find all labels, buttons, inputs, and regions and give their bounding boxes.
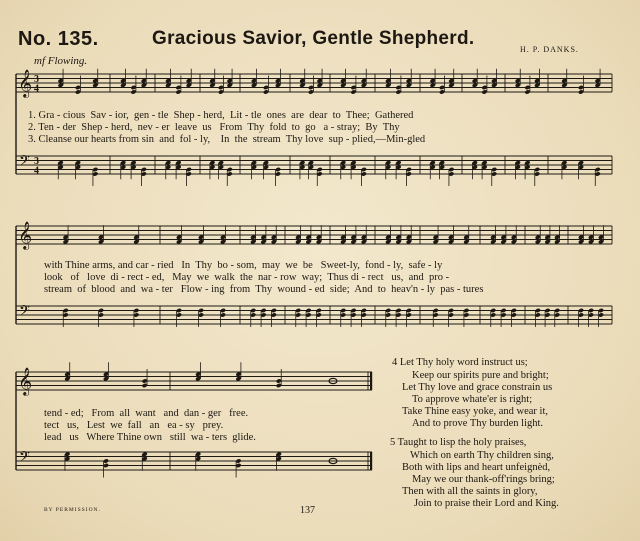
final-bar <box>370 452 372 470</box>
stanza-4-line: And to prove Thy burden light. <box>412 418 544 429</box>
stanza-4-line: To approve whate'er is right; <box>412 394 533 405</box>
stanza-5-line: Both with lips and heart unfeignèd, <box>402 462 551 473</box>
bass-clef: 𝄢 <box>19 303 30 323</box>
stanza-5-line: Which on earth Thy children sing, <box>410 450 554 461</box>
treble-clef: 𝄞 <box>18 221 33 249</box>
lyric-line-s3-v1: tend - ed; From all want and dan - ger free. <box>44 408 249 419</box>
permission-note: BY PERMISSION. <box>44 507 101 513</box>
stanza-5-line: Join to praise their Lord and King. <box>414 498 559 509</box>
hymn-title: Gracious Savior, Gentle Shepherd. <box>152 28 475 49</box>
lyric-line-s2-v2: look of love di - rect - ed, May we walk the nar - row way; Thus di - rect us, and pro - <box>44 272 450 283</box>
page-number: 137 <box>300 505 315 516</box>
stanza-4-line: Take Thine easy yoke, and wear it, <box>402 406 549 417</box>
bass-clef: 𝄢 <box>19 449 30 469</box>
stanza-4-line: Keep our spirits pure and bright; <box>412 370 549 381</box>
time-signature: 4 <box>34 83 39 95</box>
time-signature: 4 <box>34 165 39 177</box>
stanza-5-line: May we our thank-off'rings bring; <box>412 474 555 485</box>
hymn-number: No. 135. <box>18 28 99 50</box>
lyric-line-s2-v3: stream of blood and wa - ter Flow - ing from Thy wound - ed side; And to heav'n - ly pas - tures <box>44 284 484 295</box>
lyric-line-s2-v1: with Thine arms, and car - ried In Thy bo - som, may we be Sweet-ly, fond - ly, safe - ly <box>44 260 443 271</box>
stanza-5-line: 5 Taught to lisp the holy praises, <box>390 437 527 448</box>
stanza-4-line: 4 Let Thy holy word instruct us; <box>392 357 528 368</box>
stanza-5-line: Then with all the saints in glory, <box>402 486 538 497</box>
lyric-line-s3-v3: lead us Where Thine own still wa - ters glide. <box>44 432 256 443</box>
lyric-line-s3-v2: tect us, Lest we fall an ea - sy prey. <box>44 420 224 431</box>
treble-clef: 𝄞 <box>18 69 33 97</box>
time-signature: 3 <box>34 156 39 167</box>
lyric-line-s1-v3: 3. Cleanse our hearts from sin and fol - ly, In the stream Thy love sup - plied,—Min-gled <box>28 134 426 145</box>
treble-clef: 𝄞 <box>18 367 33 395</box>
lyric-line-s1-v1: 1. Gra - cious Sav - ior, gen - tle Shep - herd, Lit - tle ones are dear to Thee; Gathered <box>28 110 414 121</box>
stanza-4-line: Let Thy love and grace constrain us <box>402 382 553 393</box>
time-signature: 3 <box>34 74 39 85</box>
composer-credit: H. P. DANKS. <box>520 45 579 54</box>
tempo-marking: mf Flowing. <box>34 55 88 67</box>
bass-clef: 𝄢 <box>19 153 30 173</box>
lyric-line-s1-v2: 2. Ten - der Shep - herd, nev - er leave us From Thy fold to go a - stray; By Thy <box>28 122 400 133</box>
final-bar <box>370 372 372 390</box>
